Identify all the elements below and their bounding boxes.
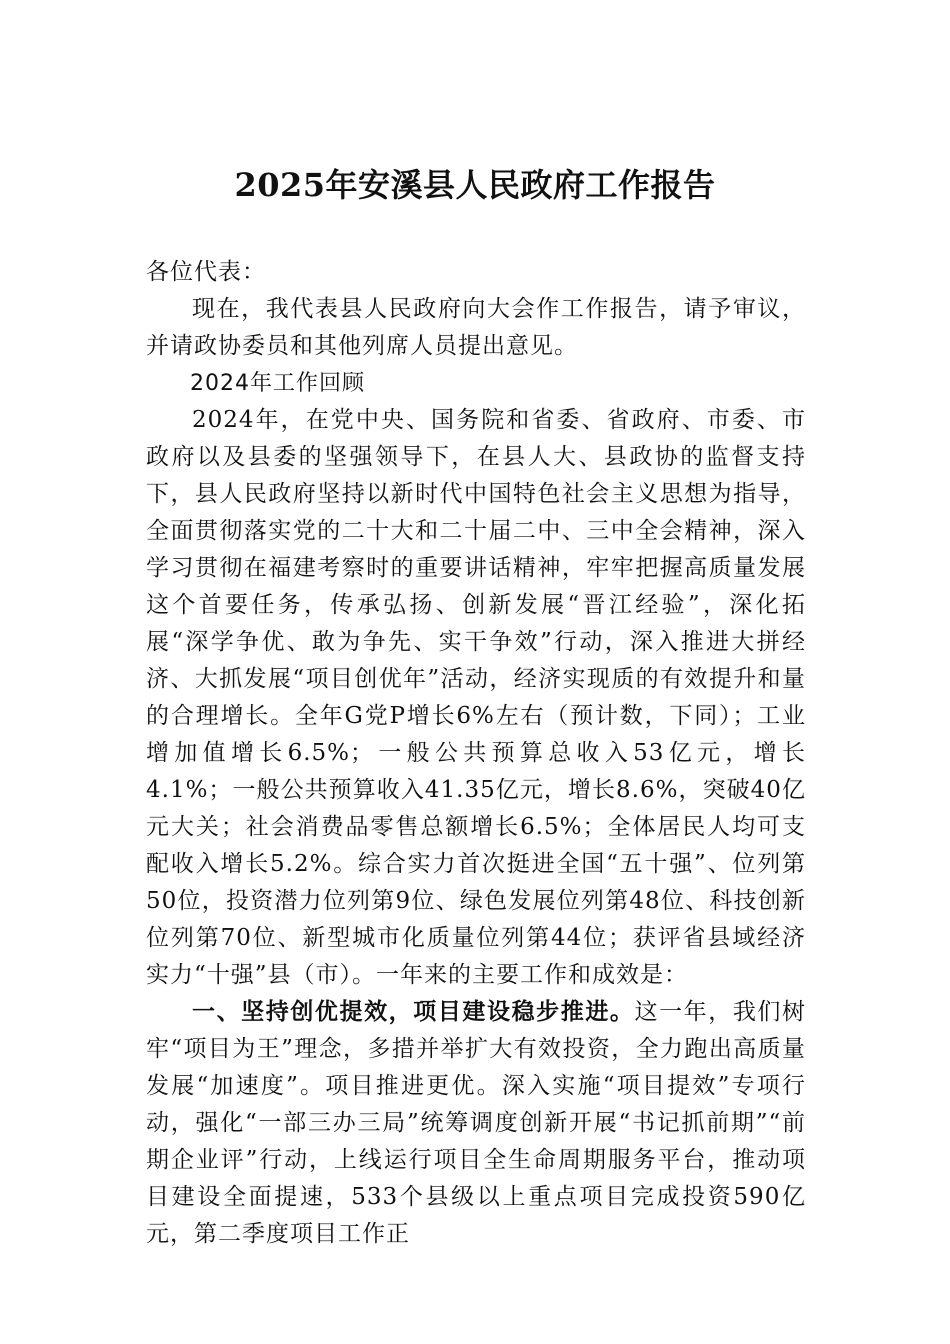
document-body (146, 254, 806, 1253)
salutation: 各位代表： (146, 259, 266, 285)
point-1-lead: 一、坚持创优提效，项目建设稳步推进。 (192, 999, 635, 1025)
point-1-paragraph (146, 994, 806, 1253)
page-title: 2025年安溪县人民政府工作报告 (234, 166, 716, 204)
section-heading: 2024年工作回顾 (190, 371, 365, 396)
point-1-text: 这一年，我们树牢“项目为王”理念，多措并举扩大有效投资，全力跑出高质量发展“加速度”。项目推进更优。深入实施“项目提效”专项行动，强化“一部三办三局”统筹调度创新开展“书记抓前期”“前期企业评”行动，上线运行项目全生命周期服务平台，推动项目建设全面提速，533个县级以上重点项目完成投资590亿元，第二季度项目工作正 (146, 999, 807, 1247)
review-paragraph: 2024年，在党中央、国务院和省委、省政府、市委、市政府以及县委的坚强领导下，在县人大、县政协的监督支持下，县人民政府坚持以新时代中国特色社会主义思想为指导，全面贯彻落实党的二十大和二十届二中、三中全会精神，深入学习贯彻在福建考察时的重要讲话精神，牢牢把握高质量发展这个首要任务，传承弘扬、创新发展“晋江经验”，深化拓展“深学争优、敢为争先、实干争效”行动，深入推进大拼经济、大抓发展“项目创优年”活动，经济实现质的有效提升和量的合理增长。全年G党P增长6%左右（预计数，下同）；工业增加值增长6.5%；一般公共预算总收入53亿元，增长4.1%；一般公共预算收入41.35亿元，增长8.6%，突破40亿元大关；社会消费品零售总额增长6.5%；全体居民人均可支配收入增长5.2%。综合实力首次挺进全国“五十强”、位列第50位，投资潜力位列第9位、绿色发展位列第48位、科技创新位列第70位、新型城市化质量位列第44位；获评省县域经济实力“十强”县（市）。一年来的主要工作和成效是： (146, 407, 806, 988)
intro-paragraph: 现在，我代表县人民政府向大会作工作报告，请予审议，并请政协委员和其他列席人员提出意见。 (146, 296, 806, 359)
